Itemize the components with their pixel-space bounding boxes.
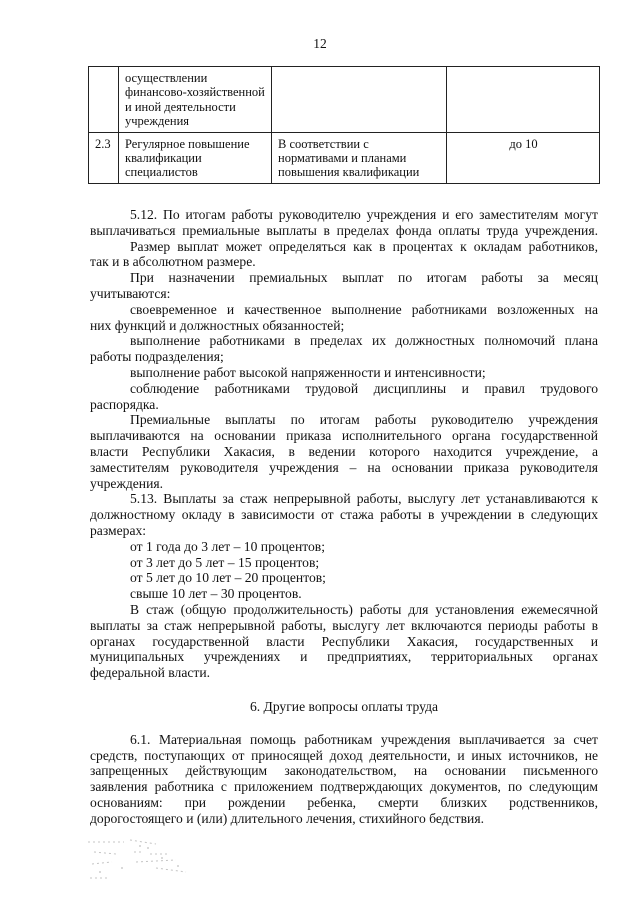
criterion-cell [119,67,272,133]
paragraph-line: выплачиваться премиальные выплаты в пределах фонда оплаты труда учреждения. [90,222,598,238]
paragraph-line: власти Республики Хакасия, в ведении которого находится учреждение, а [90,443,598,459]
paragraph-line: Премиальные выплаты по итогам работы руководителю учреждения [130,412,598,428]
row-number-cell [89,67,119,133]
paragraph-line: работы подразделения; [90,349,224,365]
paragraph-line: В стаж (общую продолжительность) работы для установления ежемесячной [130,601,598,617]
criterion-line: Регулярное повышение [125,136,250,151]
paragraph-line: 5.12. По итогам работы руководителю учреждения и его заместителям могут [130,207,598,222]
page-number: 12 [313,36,327,51]
paragraph-line: соблюдение работниками трудовой дисциплины и правил трудового [130,380,598,396]
paragraph-line: выплачиваются на основании приказа исполнительного органа государственной [90,428,598,444]
paragraph-line: должностному окладу в зависимости от стажа работы в учреждении в следующих [90,507,598,523]
paragraph-line: муниципальных учреждениях и предприятиях, территориальных органах [90,649,598,665]
value-cell [447,67,600,133]
criterion-line: специалистов [125,165,198,180]
paragraph-line: размерах: [90,522,147,538]
basis-line: повышения квалификации [278,165,420,180]
criterion-cell [119,132,272,183]
paragraph-line: дорогостоящего и (или) длительного лечения, стихийного бедствия. [90,810,484,826]
paragraph-line: органах государственной власти Республики Хакасия, государственных и [90,633,598,649]
paragraph-line: учитываются: [90,285,171,301]
paragraph-line: запрещенных действующим законодательством, на основании письменного [90,763,598,779]
paragraph-line: основаниям: при рождении ребенка, смерти близких родственников, [90,794,598,810]
paragraph-line: своевременное и качественное выполнение работниками возложенных на [130,301,598,317]
paragraph-line: федеральной власти. [90,665,210,681]
paragraph-line: учреждения. [90,475,164,491]
basis-cell [272,67,447,133]
paragraph-line: 6.1. Материальная помощь работникам учреждения выплачивается за счет [130,731,598,747]
table-row [89,67,600,133]
criterion-line: финансово-хозяйственной [125,85,265,100]
paragraph-line: заявления работника с приложением подтверждающих документов, по следующим [90,779,598,795]
value-cell: до 10 [447,132,600,183]
criterion-line: и иной деятельности [125,99,236,114]
paragraph-line: Размер выплат может определяться как в процентах к окладам работников, [130,238,598,254]
basis-line: В соответствии с [278,136,369,151]
paragraph-line: средств, поступающих от приносящей доход деятельности, и иных источников, не [90,747,598,763]
paragraph-line: выполнение работ высокой напряженности и интенсивности; [130,364,486,380]
paragraph-line: распорядка. [90,396,159,412]
paragraph-line: выплаты за стаж непрерывной работы, выслугу лет включаются периоды работы в [90,617,598,633]
paragraph-line: При назначении премиальных выплат по итогам работы за месяц [130,270,598,286]
paragraph-line: выполнение работниками в пределах их должностных полномочий плана [130,333,598,349]
payment-criteria-table [88,66,600,184]
faint-stamp-marks [86,838,206,886]
paragraph-line: так и в абсолютном размере. [90,254,256,270]
criterion-line: осуществлении [125,71,208,85]
basis-line: нормативами и планами [278,151,407,166]
criterion-line: учреждения [125,114,190,129]
table-row [89,132,600,183]
document-body [90,207,598,826]
section-heading: 6. Другие вопросы оплаты труда [249,698,439,714]
paragraph-line: заместителям руководителя учреждения – на основании приказа руководителя [90,459,598,475]
paragraph-line: 5.13. Выплаты за стаж непрерывной работы, выслугу лет устанавливаются к [130,491,598,507]
list-item: от 5 лет до 10 лет – 20 процентов; [130,570,326,586]
list-item: свыше 10 лет – 30 процентов. [130,586,302,602]
paragraph-line: них функций и должностных обязанностей; [90,317,345,333]
list-item: от 1 года до 3 лет – 10 процентов; [130,538,325,554]
row-number-cell: 2.3 [89,132,119,183]
basis-cell [272,132,447,183]
criterion-line: квалификации [125,151,202,166]
list-item: от 3 лет до 5 лет – 15 процентов; [130,554,320,570]
